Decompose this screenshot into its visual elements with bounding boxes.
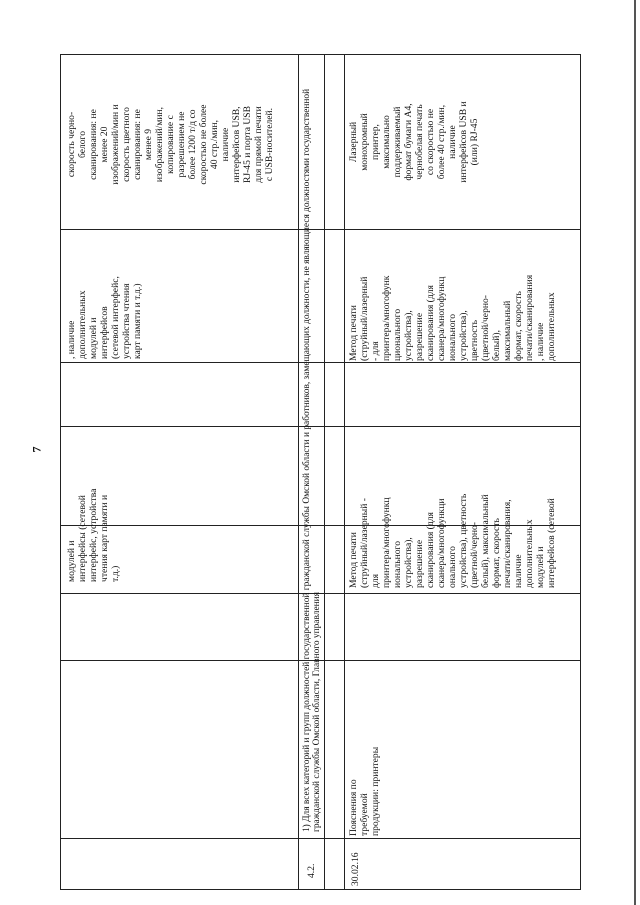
okpd-code: 30.02.16: [350, 852, 361, 886]
scan-edge: [634, 0, 636, 905]
section-number: 4.2.: [306, 863, 317, 878]
section-caption-cell: [302, 62, 322, 832]
row-divider: [324, 54, 325, 890]
top-cell-c-text: скорость черно- белого сканирования: не менее 20 изображений/мин и скорость цветного сканирования: не менее 9 изображений/мин, копирование с разрешением не более 1200 т/д со скоростью не более 40 стр./мин, наличие интерфейсов USB, RJ-45 и порта USB для прямой печати с USB-носителей.: [66, 104, 275, 185]
top-row-cell-a: [66, 362, 136, 582]
top-cell-b-text: , наличие дополнительных модулей и интерфейсов (сетевой интерфейс, устройства чтения карт памяти и т.д.): [66, 276, 143, 359]
product-name: Пояснения по требуемой продукции: принтеры: [348, 746, 381, 836]
row-divider: [298, 54, 299, 890]
table-border-bottom: [60, 889, 581, 890]
section-caption: 1) Для всех категорий и групп должностей государственной гражданской службы Омской области и работников, замещающих должности, не являющиеся должностями государственной гражданской службы Омской области, Главного управления: [302, 88, 322, 832]
bottom-row-code-cell: [348, 838, 378, 888]
row-divider: [344, 54, 345, 890]
bottom-row-spec-c-cell: [348, 54, 498, 229]
spec-a-text: Метод печати (струйный/лазерный - для принтера/многофункц ионального устройства), разрешение сканирования (для сканера/многофункци онального устройства), цветность (цветной/черно- белый), максимальный формат, скорость печати/сканирования, наличие дополнительных модулей и интерфейсов (сетевой: [348, 493, 557, 588]
bottom-row-spec-b-cell: [348, 229, 557, 362]
section-number-cell: [302, 834, 322, 884]
page-number: 7: [29, 446, 44, 453]
top-cell-a-text: модулей и интерфейсы (сетевой интерфейс, устройства чтения карт памяти и т.д.): [66, 488, 121, 582]
bottom-row-name-cell: [348, 660, 408, 838]
spec-b-text: Метод печати (струйный/лазерный - для принтера/многофунк ционального устройства), разрешение сканирования (для сканера/многофункц ионального устройства), цветность (цветной/черно- белый), максимальный формат, скорость печати/сканирования , наличие дополнительных: [348, 274, 557, 361]
table-border-right: [580, 54, 581, 890]
table-border-left: [60, 54, 61, 890]
spec-c-text: Лазерный монохромный принтер, максимально поддерживаемый формат бумаги А4, чернобелая печать со скоростью не более 40 стр./мин, наличие интерфейсов USB и (или) RJ-45: [348, 101, 480, 183]
top-row-cell-b: [66, 229, 146, 362]
bottom-row-spec-a-cell: [348, 362, 557, 588]
top-row-cell-c: [66, 54, 298, 229]
